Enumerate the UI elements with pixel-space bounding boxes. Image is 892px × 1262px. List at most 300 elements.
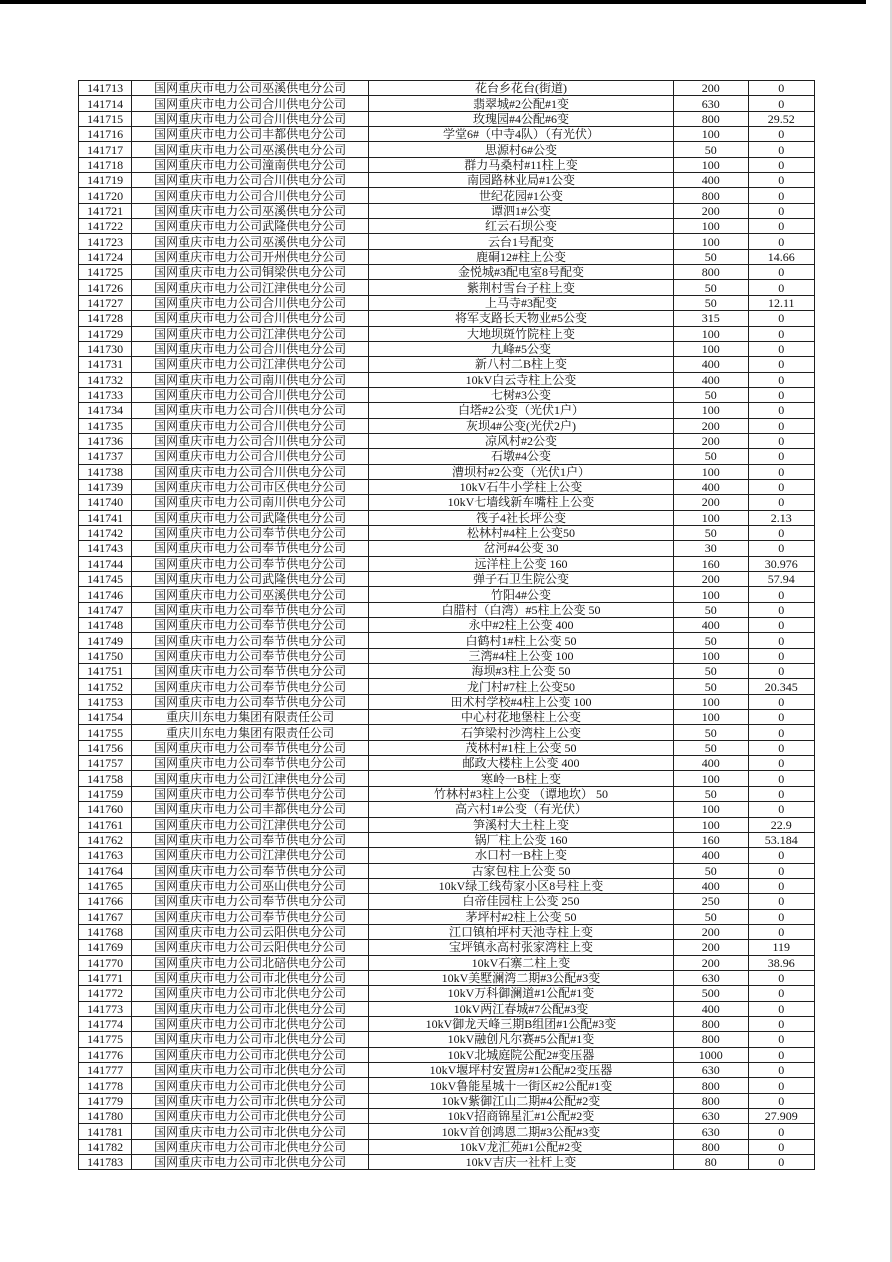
cell-capacity: 100 (674, 341, 749, 356)
cell-value: 0 (748, 924, 814, 939)
cell-value: 0 (748, 756, 814, 771)
cell-value: 0 (748, 894, 814, 909)
cell-value: 0 (748, 464, 814, 479)
cell-capacity: 400 (674, 848, 749, 863)
cell-device-name: 凉风村#2公变 (368, 433, 673, 448)
table-row (79, 142, 815, 157)
cell-company: 国网重庆市电力公司市北供电分公司 (132, 1078, 369, 1093)
table-row (79, 756, 815, 771)
cell-capacity: 100 (674, 127, 749, 142)
cell-device-name: 永中#2柱上公变 400 (368, 618, 673, 633)
table-row (79, 449, 815, 464)
cell-company: 国网重庆市电力公司奉节供电分公司 (132, 648, 369, 663)
table-row (79, 602, 815, 617)
cell-value: 0 (748, 203, 814, 218)
cell-company: 国网重庆市电力公司合川供电分公司 (132, 188, 369, 203)
cell-device-name: 10kV融创凡尔赛#5公配#1变 (368, 1032, 673, 1047)
cell-device-name: 大地坝斑竹院柱上变 (368, 326, 673, 341)
cell-company: 国网重庆市电力公司市北供电分公司 (132, 1001, 369, 1016)
table-row (79, 986, 815, 1001)
cell-company: 国网重庆市电力公司奉节供电分公司 (132, 863, 369, 878)
cell-record-id: 141770 (79, 955, 132, 970)
table-row (79, 863, 815, 878)
cell-device-name: 江口镇柏坪村天池寺柱上变 (368, 924, 673, 939)
cell-capacity: 400 (674, 756, 749, 771)
cell-capacity: 800 (674, 265, 749, 280)
table-row (79, 740, 815, 755)
cell-company: 国网重庆市电力公司合川供电分公司 (132, 295, 369, 310)
cell-company: 国网重庆市电力公司潼南供电分公司 (132, 157, 369, 172)
cell-device-name: 将军支路长天物业#5公变 (368, 311, 673, 326)
cell-company: 国网重庆市电力公司铜梁供电分公司 (132, 265, 369, 280)
cell-company: 国网重庆市电力公司市北供电分公司 (132, 1016, 369, 1031)
cell-company: 国网重庆市电力公司江津供电分公司 (132, 357, 369, 372)
cell-capacity: 100 (674, 234, 749, 249)
cell-device-name: 10kV两江春城#7公配#3变 (368, 1001, 673, 1016)
table-row (79, 878, 815, 893)
cell-company: 国网重庆市电力公司奉节供电分公司 (132, 633, 369, 648)
cell-company: 国网重庆市电力公司合川供电分公司 (132, 311, 369, 326)
cell-device-name: 锅厂柱上公变 160 (368, 832, 673, 847)
cell-value: 0 (748, 1139, 814, 1154)
cell-company: 国网重庆市电力公司合川供电分公司 (132, 96, 369, 111)
cell-device-name: 10kV首创鸿恩二期#3公配#3变 (368, 1124, 673, 1139)
cell-record-id: 141737 (79, 449, 132, 464)
cell-capacity: 100 (674, 219, 749, 234)
cell-company: 国网重庆市电力公司云阳供电分公司 (132, 924, 369, 939)
table-row (79, 510, 815, 525)
cell-device-name: 群力马桑村#11柱上变 (368, 157, 673, 172)
cell-company: 国网重庆市电力公司市北供电分公司 (132, 1109, 369, 1124)
cell-device-name: 花台乡花台(街道) (368, 81, 673, 96)
top-black-bar (0, 0, 866, 4)
cell-value: 0 (748, 495, 814, 510)
cell-device-name: 宝坪镇永高村张家湾柱上变 (368, 940, 673, 955)
cell-record-id: 141759 (79, 786, 132, 801)
cell-company: 国网重庆市电力公司巫溪供电分公司 (132, 81, 369, 96)
cell-device-name: 10kV绿工线苟家小区8号柱上变 (368, 878, 673, 893)
cell-value: 0 (748, 771, 814, 786)
table-row (79, 894, 815, 909)
table-row (79, 433, 815, 448)
cell-device-name: 白腊村（白湾）#5柱上公变 50 (368, 602, 673, 617)
cell-record-id: 141764 (79, 863, 132, 878)
cell-capacity: 100 (674, 403, 749, 418)
cell-capacity: 630 (674, 1063, 749, 1078)
table-row (79, 403, 815, 418)
cell-capacity: 800 (674, 1139, 749, 1154)
cell-capacity: 100 (674, 326, 749, 341)
cell-value: 0 (748, 602, 814, 617)
cell-company: 国网重庆市电力公司江津供电分公司 (132, 326, 369, 341)
cell-company: 国网重庆市电力公司合川供电分公司 (132, 111, 369, 126)
table-row (79, 357, 815, 372)
table-row (79, 188, 815, 203)
cell-company: 国网重庆市电力公司武隆供电分公司 (132, 572, 369, 587)
cell-capacity: 800 (674, 188, 749, 203)
table-row (79, 173, 815, 188)
cell-record-id: 141720 (79, 188, 132, 203)
cell-record-id: 141776 (79, 1047, 132, 1062)
table-row (79, 848, 815, 863)
cell-device-name: 翡翠城#2公配#1变 (368, 96, 673, 111)
table-row (79, 525, 815, 540)
cell-capacity: 400 (674, 1001, 749, 1016)
cell-value: 0 (748, 157, 814, 172)
cell-value: 0 (748, 234, 814, 249)
cell-value: 0 (748, 648, 814, 663)
cell-record-id: 141745 (79, 572, 132, 587)
cell-value: 0 (748, 664, 814, 679)
cell-record-id: 141772 (79, 986, 132, 1001)
cell-capacity: 50 (674, 740, 749, 755)
cell-value: 0 (748, 127, 814, 142)
table-row (79, 771, 815, 786)
table-row (79, 127, 815, 142)
cell-record-id: 141728 (79, 311, 132, 326)
cell-company: 国网重庆市电力公司南川供电分公司 (132, 372, 369, 387)
cell-value: 0 (748, 633, 814, 648)
cell-value: 2.13 (748, 510, 814, 525)
cell-company: 国网重庆市电力公司市北供电分公司 (132, 1093, 369, 1108)
cell-value: 0 (748, 372, 814, 387)
cell-device-name: 笋溪村大土柱上变 (368, 817, 673, 832)
table-row (79, 234, 815, 249)
cell-record-id: 141715 (79, 111, 132, 126)
cell-record-id: 141740 (79, 495, 132, 510)
cell-record-id: 141757 (79, 756, 132, 771)
cell-record-id: 141775 (79, 1032, 132, 1047)
cell-capacity: 160 (674, 832, 749, 847)
cell-capacity: 630 (674, 970, 749, 985)
cell-record-id: 141773 (79, 1001, 132, 1016)
cell-capacity: 50 (674, 449, 749, 464)
table-row (79, 96, 815, 111)
cell-device-name: 10kV招商锦星汇#1公配#2变 (368, 1109, 673, 1124)
table-row (79, 572, 815, 587)
cell-capacity: 800 (674, 111, 749, 126)
cell-company: 国网重庆市电力公司奉节供电分公司 (132, 525, 369, 540)
cell-company: 国网重庆市电力公司云阳供电分公司 (132, 940, 369, 955)
cell-value: 0 (748, 479, 814, 494)
cell-device-name: 玫瑰园#4公配#6变 (368, 111, 673, 126)
table-row (79, 802, 815, 817)
cell-device-name: 松林村#4柱上公变50 (368, 525, 673, 540)
table-row (79, 786, 815, 801)
cell-company: 重庆川东电力集团有限责任公司 (132, 725, 369, 740)
table-row (79, 219, 815, 234)
cell-record-id: 141724 (79, 249, 132, 264)
cell-record-id: 141768 (79, 924, 132, 939)
cell-capacity: 200 (674, 495, 749, 510)
cell-value: 0 (748, 587, 814, 602)
table-row (79, 341, 815, 356)
cell-company: 国网重庆市电力公司合川供电分公司 (132, 341, 369, 356)
cell-value: 0 (748, 1124, 814, 1139)
cell-device-name: 10kV御龙天峰三期B组团#1公配#3变 (368, 1016, 673, 1031)
cell-company: 国网重庆市电力公司合川供电分公司 (132, 403, 369, 418)
cell-company: 国网重庆市电力公司巫溪供电分公司 (132, 587, 369, 602)
cell-record-id: 141750 (79, 648, 132, 663)
cell-device-name: 10kV七墙线新车嘴柱上公变 (368, 495, 673, 510)
table-row (79, 111, 815, 126)
cell-value: 0 (748, 1078, 814, 1093)
table-row (79, 541, 815, 556)
cell-company: 国网重庆市电力公司市北供电分公司 (132, 1063, 369, 1078)
cell-device-name: 高六村1#公变（有光伏） (368, 802, 673, 817)
cell-device-name: 上马寺#3配变 (368, 295, 673, 310)
cell-company: 国网重庆市电力公司江津供电分公司 (132, 280, 369, 295)
cell-value: 0 (748, 1032, 814, 1047)
cell-company: 国网重庆市电力公司巫山供电分公司 (132, 878, 369, 893)
cell-device-name: 紫荆村雪台子柱上变 (368, 280, 673, 295)
cell-capacity: 200 (674, 418, 749, 433)
cell-company: 国网重庆市电力公司巫溪供电分公司 (132, 203, 369, 218)
cell-value: 20.345 (748, 679, 814, 694)
cell-company: 国网重庆市电力公司江津供电分公司 (132, 817, 369, 832)
transformer-table (78, 80, 815, 1170)
cell-record-id: 141732 (79, 372, 132, 387)
table-row (79, 694, 815, 709)
cell-capacity: 50 (674, 725, 749, 740)
cell-company: 国网重庆市电力公司市北供电分公司 (132, 986, 369, 1001)
cell-value: 0 (748, 541, 814, 556)
cell-company: 国网重庆市电力公司奉节供电分公司 (132, 618, 369, 633)
cell-device-name: 红云石坝公变 (368, 219, 673, 234)
cell-company: 国网重庆市电力公司市北供电分公司 (132, 1139, 369, 1154)
cell-value: 29.52 (748, 111, 814, 126)
cell-record-id: 141778 (79, 1078, 132, 1093)
cell-company: 国网重庆市电力公司奉节供电分公司 (132, 756, 369, 771)
cell-record-id: 141735 (79, 418, 132, 433)
cell-value: 0 (748, 403, 814, 418)
cell-record-id: 141722 (79, 219, 132, 234)
cell-record-id: 141716 (79, 127, 132, 142)
cell-record-id: 141749 (79, 633, 132, 648)
cell-company: 国网重庆市电力公司奉节供电分公司 (132, 664, 369, 679)
cell-record-id: 141718 (79, 157, 132, 172)
table-row (79, 940, 815, 955)
cell-company: 国网重庆市电力公司合川供电分公司 (132, 449, 369, 464)
cell-capacity: 50 (674, 387, 749, 402)
cell-record-id: 141747 (79, 602, 132, 617)
table-row (79, 1155, 815, 1170)
cell-company: 国网重庆市电力公司奉节供电分公司 (132, 894, 369, 909)
table-row (79, 479, 815, 494)
cell-device-name: 新八村二B柱上变 (368, 357, 673, 372)
cell-capacity: 100 (674, 771, 749, 786)
cell-record-id: 141713 (79, 81, 132, 96)
cell-company: 国网重庆市电力公司武隆供电分公司 (132, 219, 369, 234)
cell-value: 30.976 (748, 556, 814, 571)
cell-device-name: 思源村6#公变 (368, 142, 673, 157)
table-row (79, 648, 815, 663)
cell-device-name: 10kV美墅澜湾二期#3公配#3变 (368, 970, 673, 985)
cell-capacity: 1000 (674, 1047, 749, 1062)
cell-device-name: 寒岭一B柱上变 (368, 771, 673, 786)
cell-record-id: 141719 (79, 173, 132, 188)
cell-device-name: 灰坝4#公变(光伏2户) (368, 418, 673, 433)
cell-record-id: 141771 (79, 970, 132, 985)
cell-value: 12.11 (748, 295, 814, 310)
cell-company: 国网重庆市电力公司开州供电分公司 (132, 249, 369, 264)
cell-capacity: 100 (674, 587, 749, 602)
cell-value: 0 (748, 387, 814, 402)
cell-capacity: 30 (674, 541, 749, 556)
cell-record-id: 141760 (79, 802, 132, 817)
cell-company: 国网重庆市电力公司奉节供电分公司 (132, 740, 369, 755)
cell-record-id: 141756 (79, 740, 132, 755)
cell-capacity: 400 (674, 372, 749, 387)
table-row (79, 710, 815, 725)
cell-capacity: 50 (674, 863, 749, 878)
cell-record-id: 141774 (79, 1016, 132, 1031)
cell-device-name: 九峰#5公变 (368, 341, 673, 356)
cell-value: 0 (748, 1155, 814, 1170)
cell-company: 国网重庆市电力公司江津供电分公司 (132, 771, 369, 786)
cell-value: 0 (748, 618, 814, 633)
cell-value: 0 (748, 1093, 814, 1108)
table-row (79, 464, 815, 479)
cell-capacity: 800 (674, 1032, 749, 1047)
cell-device-name: 七树#3公变 (368, 387, 673, 402)
cell-capacity: 200 (674, 203, 749, 218)
cell-company: 国网重庆市电力公司奉节供电分公司 (132, 832, 369, 847)
cell-record-id: 141730 (79, 341, 132, 356)
cell-value: 0 (748, 725, 814, 740)
cell-value: 0 (748, 81, 814, 96)
cell-device-name: 10kV白云寺柱上公变 (368, 372, 673, 387)
cell-capacity: 200 (674, 924, 749, 939)
cell-company: 国网重庆市电力公司巫溪供电分公司 (132, 234, 369, 249)
cell-device-name: 竹林村#3柱上公变 （谭地坎） 50 (368, 786, 673, 801)
cell-capacity: 200 (674, 940, 749, 955)
table-row (79, 618, 815, 633)
cell-value: 0 (748, 142, 814, 157)
cell-record-id: 141729 (79, 326, 132, 341)
table-row (79, 725, 815, 740)
cell-value: 0 (748, 326, 814, 341)
cell-record-id: 141752 (79, 679, 132, 694)
table-row (79, 295, 815, 310)
cell-capacity: 400 (674, 878, 749, 893)
cell-record-id: 141751 (79, 664, 132, 679)
cell-value: 0 (748, 848, 814, 863)
cell-device-name: 远洋柱上公变 160 (368, 556, 673, 571)
cell-record-id: 141746 (79, 587, 132, 602)
cell-capacity: 250 (674, 894, 749, 909)
cell-value: 0 (748, 1063, 814, 1078)
cell-value: 0 (748, 1047, 814, 1062)
cell-device-name: 10kV堰坪村安置房#1公配#2变压器 (368, 1063, 673, 1078)
cell-company: 国网重庆市电力公司江津供电分公司 (132, 848, 369, 863)
table-row (79, 1124, 815, 1139)
cell-capacity: 800 (674, 1093, 749, 1108)
cell-device-name: 岔河#4公变 30 (368, 541, 673, 556)
cell-device-name: 10kV鲁能星城十一街区#2公配#1变 (368, 1078, 673, 1093)
cell-capacity: 500 (674, 986, 749, 1001)
cell-value: 0 (748, 311, 814, 326)
cell-device-name: 海坝#3柱上公变 50 (368, 664, 673, 679)
cell-record-id: 141761 (79, 817, 132, 832)
cell-record-id: 141736 (79, 433, 132, 448)
cell-capacity: 400 (674, 173, 749, 188)
cell-company: 国网重庆市电力公司市北供电分公司 (132, 1047, 369, 1062)
cell-value: 0 (748, 710, 814, 725)
cell-device-name: 10kV石寨二柱上变 (368, 955, 673, 970)
table-row (79, 1078, 815, 1093)
table-row (79, 495, 815, 510)
cell-company: 国网重庆市电力公司丰都供电分公司 (132, 127, 369, 142)
cell-record-id: 141754 (79, 710, 132, 725)
table-row (79, 832, 815, 847)
cell-capacity: 50 (674, 786, 749, 801)
cell-value: 57.94 (748, 572, 814, 587)
cell-capacity: 100 (674, 157, 749, 172)
cell-capacity: 630 (674, 1124, 749, 1139)
cell-company: 国网重庆市电力公司奉节供电分公司 (132, 786, 369, 801)
cell-record-id: 141731 (79, 357, 132, 372)
cell-capacity: 100 (674, 694, 749, 709)
cell-value: 0 (748, 909, 814, 924)
cell-value: 0 (748, 357, 814, 372)
cell-capacity: 100 (674, 648, 749, 663)
cell-company: 国网重庆市电力公司奉节供电分公司 (132, 541, 369, 556)
cell-device-name: 10kV万科御澜道#1公配#1变 (368, 986, 673, 1001)
cell-company: 重庆川东电力集团有限责任公司 (132, 710, 369, 725)
cell-company: 国网重庆市电力公司合川供电分公司 (132, 387, 369, 402)
cell-device-name: 三湾#4柱上公变 100 (368, 648, 673, 663)
cell-device-name: 10kV北城庭院公配2#变压器 (368, 1047, 673, 1062)
cell-capacity: 50 (674, 679, 749, 694)
cell-capacity: 50 (674, 295, 749, 310)
cell-company: 国网重庆市电力公司丰都供电分公司 (132, 802, 369, 817)
cell-value: 0 (748, 219, 814, 234)
cell-record-id: 141741 (79, 510, 132, 525)
cell-device-name: 10kV吉庆一社杆上变 (368, 1155, 673, 1170)
cell-device-name: 10kV石牛小学柱上公变 (368, 479, 673, 494)
cell-capacity: 630 (674, 96, 749, 111)
cell-company: 国网重庆市电力公司市北供电分公司 (132, 1032, 369, 1047)
cell-company: 国网重庆市电力公司奉节供电分公司 (132, 602, 369, 617)
table-row (79, 1001, 815, 1016)
cell-record-id: 141714 (79, 96, 132, 111)
cell-value: 0 (748, 1001, 814, 1016)
cell-company: 国网重庆市电力公司市北供电分公司 (132, 1124, 369, 1139)
table-row (79, 817, 815, 832)
cell-company: 国网重庆市电力公司合川供电分公司 (132, 433, 369, 448)
cell-device-name: 古家包柱上公变 50 (368, 863, 673, 878)
cell-capacity: 200 (674, 433, 749, 448)
cell-device-name: 漕坝村#2公变（光伏1户） (368, 464, 673, 479)
cell-record-id: 141782 (79, 1139, 132, 1154)
table-row (79, 664, 815, 679)
cell-capacity: 200 (674, 81, 749, 96)
cell-value: 53.184 (748, 832, 814, 847)
table-row (79, 1063, 815, 1078)
cell-value: 0 (748, 878, 814, 893)
cell-device-name: 邮政大楼柱上公变 400 (368, 756, 673, 771)
cell-capacity: 100 (674, 464, 749, 479)
cell-record-id: 141780 (79, 1109, 132, 1124)
cell-device-name: 鹿硐12#柱上公变 (368, 249, 673, 264)
cell-device-name: 学堂6#（中寺4队）（有光伏） (368, 127, 673, 142)
cell-value: 0 (748, 188, 814, 203)
cell-value: 27.909 (748, 1109, 814, 1124)
cell-capacity: 50 (674, 664, 749, 679)
cell-capacity: 50 (674, 142, 749, 157)
cell-value: 0 (748, 173, 814, 188)
